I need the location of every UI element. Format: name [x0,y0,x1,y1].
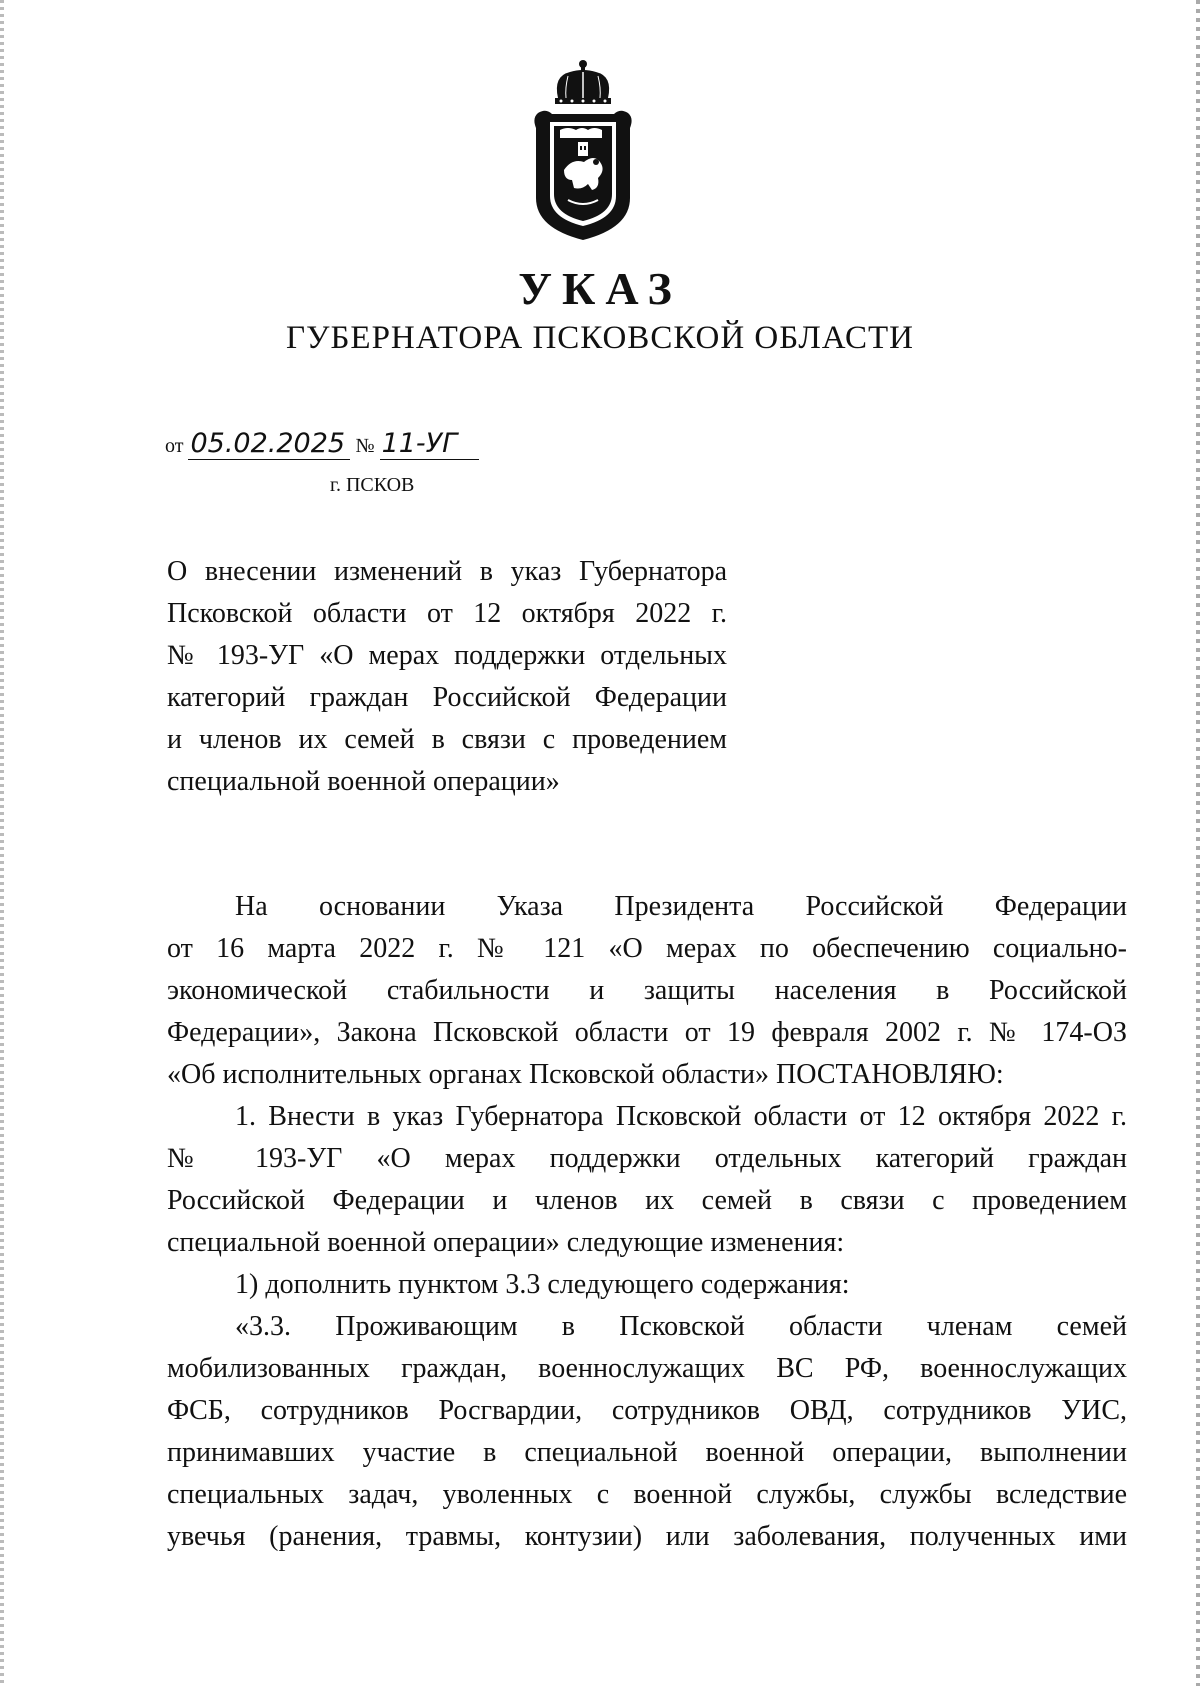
shield-icon [534,111,631,240]
scan-edge-right [1196,0,1200,1686]
body-line: На основании Указа Президента Российской Федерации [235,891,1127,922]
body-line: принимавших участие в специальной военной операции, выполнении [167,1437,1127,1468]
subject-line: Псковской области от 12 октября 2022 г. [167,598,727,629]
subject-line: и членов их семей в связи с проведением [167,724,727,755]
body-line: от 16 марта 2022 г. № 121 «О мерах по обеспечению социально- [167,933,1127,964]
body-line: ФСБ, сотрудников Росгвардии, сотрудников ОВД, сотрудников УИС, [167,1395,1127,1426]
body-line: мобилизованных граждан, военнослужащих ВС РФ, военнослужащих [167,1353,1127,1384]
subject-line: категорий граждан Российской Федерации [167,682,727,713]
subject-block [167,551,727,803]
body-line: «3.3. Проживающим в Псковской области членам семей [235,1311,1127,1342]
body-line: Российской Федерации и членов их семей в связи с проведением [167,1185,1127,1216]
body-line: экономической стабильности и защиты населения в Российской [167,975,1127,1006]
body-line: 1) дополнить пунктом 3.3 следующего содержания: [235,1269,850,1300]
body-line: специальной военной операции» следующие изменения: [167,1227,845,1258]
subject-line: специальной военной операции» [167,766,560,797]
city-label: г. ПСКОВ [330,474,415,496]
date-prefix: от [165,435,184,457]
number-prefix: № [355,435,375,457]
handwritten-date: 05.02.2025 [188,428,350,460]
body-line: Федерации», Закона Псковской области от 19 февраля 2002 г. № 174-ОЗ [167,1017,1127,1048]
date-number-line [165,428,479,460]
subject-line: № 193-УГ «О мерах поддержки отдельных [167,640,727,671]
coat-of-arms-icon [528,58,638,243]
body-line: № 193-УГ «О мерах поддержки отдельных категорий граждан [167,1143,1127,1174]
document-subtitle: ГУБЕРНАТОРА ПСКОВСКОЙ ОБЛАСТИ [286,320,914,356]
body-line: увечья (ранения, травмы, контузии) или заболевания, полученных ими [167,1521,1127,1552]
body-line: 1. Внести в указ Губернатора Псковской области от 12 октября 2022 г. [235,1101,1127,1132]
subject-line: О внесении изменений в указ Губернатора [167,556,727,587]
body-line: специальных задач, уволенных с военной службы, службы вследствие [167,1479,1127,1510]
document-body [167,886,1127,1558]
handwritten-number: 11-УГ [380,428,479,460]
scan-edge-left [0,0,4,1686]
body-line: «Об исполнительных органах Псковской области» ПОСТАНОВЛЯЮ: [167,1059,1004,1090]
document-title: УКАЗ [518,263,682,314]
crown-icon [555,60,611,104]
